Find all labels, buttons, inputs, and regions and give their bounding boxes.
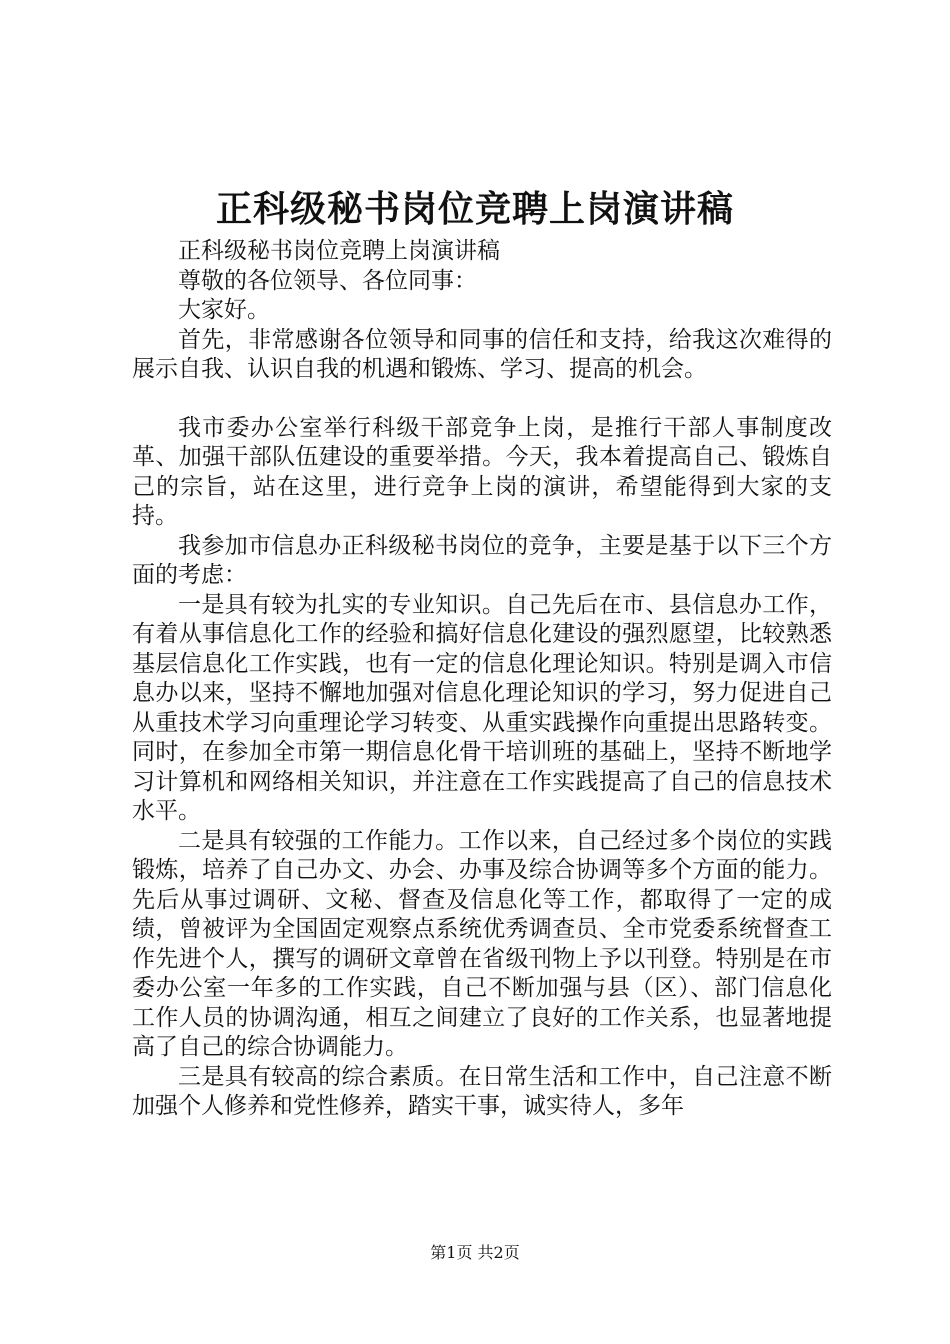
document-title: 正科级秘书岗位竞聘上岗演讲稿 [215,188,734,230]
paragraph-subtitle: 正科级秘书岗位竞聘上岗演讲稿 [178,238,500,264]
paragraph-background: 我市委办公室举行科级干部竞争上岗，是推行干部人事制度改革、加强干部队伍建设的重要举措。今天，我本着提高自己、锻炼自己的宗旨，站在这里，进行竞争上岗的演讲，希望能得到大家的支持。 [132,414,832,529]
paragraph-greeting: 大家好。 [178,297,270,323]
paragraph-thanks: 首先，非常感谢各位领导和同事的信任和支持，给我这次难得的展示自我、认识自我的机遇和锻炼、学习、提高的机会。 [132,326,832,382]
paragraph-reason-quality: 三是具有较高的综合素质。在日常生活和工作中，自己注意不断加强个人修养和党性修养，踏实干事，诚实待人，多年 [132,1063,832,1119]
document-body [132,237,832,1122]
paragraph-reason-ability: 二是具有较强的工作能力。工作以来，自己经过多个岗位的实践锻炼，培养了自己办文、办会、办事及综合协调等多个方面的能力。先后从事过调研、文秘、督查及信息化等工作，都取得了一定的成绩，曾被评为全国固定观察点系统优秀调查员、全市党委系统督查工作先进个人，撰写的调研文章曾在省级刊物上予以刊登。特别是在市委办公室一年多的工作实践，自己不断加强与县（区）、部门信息化工作人员的协调沟通，相互之间建立了良好的工作关系，也显著地提高了自己的综合协调能力。 [132,827,832,1060]
paragraph-reason-knowledge: 一是具有较为扎实的专业知识。自己先后在市、县信息办工作，有着从事信息化工作的经验和搞好信息化建设的强烈愿望，比较熟悉基层信息化工作实践，也有一定的信息化理论知识。特别是调入市信息办以来，坚持不懈地加强对信息化理论知识的学习，努力促进自己从重技术学习向重理论学习转变、从重实践操作向重提出思路转变。同时，在参加全市第一期信息化骨干培训班的基础上，坚持不断地学习计算机和网络相关知识，并注意在工作实践提高了自己的信息技术水平。 [132,591,832,824]
page-number-footer: 第1页 共2页 [430,1243,520,1262]
paragraph-reasons-intro: 我参加市信息办正科级秘书岗位的竞争，主要是基于以下三个方面的考虑： [132,532,832,588]
paragraph-salutation: 尊敬的各位领导、各位同事： [178,267,477,294]
